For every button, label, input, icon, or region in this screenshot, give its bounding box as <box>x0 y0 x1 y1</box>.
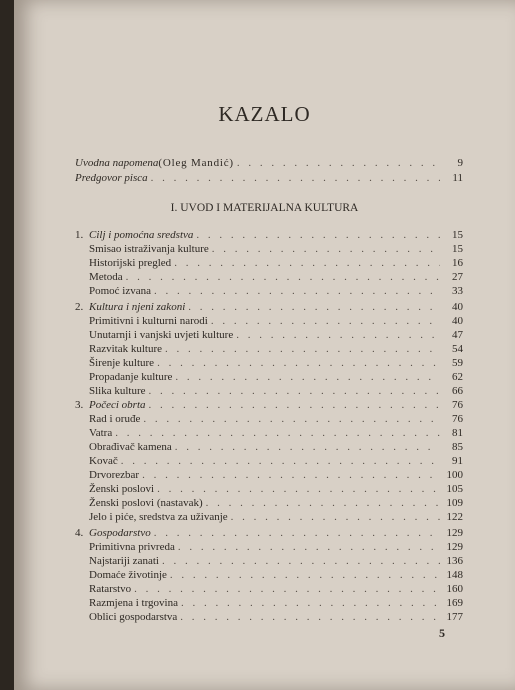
toc-page-number: 9 <box>457 157 463 169</box>
toc-entry-row <box>89 357 463 370</box>
toc-page-number: 16 <box>452 257 463 269</box>
toc-page-number: 47 <box>452 329 463 341</box>
leader-dots <box>211 315 440 328</box>
toc-entry-row <box>89 271 463 284</box>
toc-page-number: 11 <box>452 172 463 184</box>
page-number: 5 <box>439 626 445 640</box>
leader-dots <box>170 569 440 582</box>
toc-page-number: 59 <box>452 357 463 369</box>
leader-dots <box>178 541 440 554</box>
toc-intro-row <box>75 157 463 170</box>
leader-dots <box>212 243 440 256</box>
toc-entry-row <box>89 315 463 328</box>
toc-entry-label: Slika kulture <box>89 385 146 397</box>
toc-entry-label: Drvorezbar <box>89 469 140 481</box>
toc-entry-row <box>89 469 463 482</box>
toc-page-number: 105 <box>446 483 463 495</box>
leader-dots <box>134 583 440 596</box>
toc-entry-label: Pomoć izvana <box>89 285 152 297</box>
toc-entry-row <box>89 413 463 426</box>
toc-entry-row <box>89 483 463 496</box>
toc-page-number: 15 <box>452 243 463 255</box>
toc-entry-row <box>89 611 463 624</box>
toc-entry-label: Rad i oruđe <box>89 413 141 425</box>
toc-entry-row <box>89 243 463 256</box>
toc-entry-row <box>89 511 463 524</box>
leader-dots <box>115 427 440 440</box>
toc-page-number: 136 <box>446 555 463 567</box>
toc-entry-label: Oblici gospodarstva <box>89 611 178 623</box>
leader-dots <box>196 229 440 242</box>
toc-entry-row <box>89 555 463 568</box>
page-title: KAZALO <box>218 102 311 126</box>
toc-entry-label: Najstariji zanati <box>89 555 159 567</box>
toc-entry-label: Razmjena i trgovina <box>89 597 178 609</box>
toc-entry-label: Unutarnji i vanjski uvjeti kulture <box>89 329 234 341</box>
toc-entry-row <box>89 441 463 454</box>
part-heading: I. UVOD I MATERIJALNA KULTURA <box>170 202 359 214</box>
toc-entry-row <box>89 583 463 596</box>
toc-page-number: 76 <box>452 399 463 411</box>
toc-entry-label: Vatra <box>89 427 113 439</box>
leader-dots <box>174 257 440 270</box>
toc-entry-row <box>89 257 463 270</box>
toc-page-number: 85 <box>452 441 463 453</box>
leader-dots <box>149 399 440 412</box>
toc-page-number: 129 <box>446 527 463 539</box>
toc-page-number: 66 <box>452 385 463 397</box>
leader-dots <box>154 285 440 298</box>
toc-entry-label: Metoda <box>89 271 123 283</box>
toc-page-number: 160 <box>446 583 463 595</box>
leader-dots <box>165 343 440 356</box>
toc-entry-label: Primitivni i kulturni narodi <box>89 315 208 327</box>
leader-dots <box>175 371 440 384</box>
leader-dots <box>175 441 440 454</box>
leader-dots <box>154 527 440 540</box>
book-page <box>14 0 515 690</box>
toc-entry-label: Razvitak kulture <box>89 343 163 355</box>
toc-page-number: 100 <box>446 469 463 481</box>
toc-entry-row <box>89 343 463 356</box>
toc-intro-row <box>75 172 463 185</box>
toc-page-number: 40 <box>452 315 463 327</box>
toc-section-row <box>75 527 463 540</box>
toc-page-number: 91 <box>452 455 463 467</box>
toc-intro-author: (Oleg Mandić) <box>158 157 234 169</box>
leader-dots <box>206 497 440 510</box>
leader-dots <box>236 329 440 342</box>
section-number: 4. <box>75 527 84 539</box>
toc-entry-label: Obrađivač kamena <box>89 441 172 453</box>
leader-dots <box>157 357 440 370</box>
section-title: Počeci obrta <box>89 399 146 411</box>
toc-page-number: 109 <box>446 497 463 509</box>
leader-dots <box>149 385 440 398</box>
section-number: 1. <box>75 229 84 241</box>
toc-entry-label: Širenje kulture <box>89 357 155 369</box>
toc-entry-row <box>89 385 463 398</box>
toc-entry-row <box>89 371 463 384</box>
toc-entry-label: Ženski poslovi <box>89 483 155 495</box>
toc-entry-row <box>89 285 463 298</box>
toc-intro-label: Uvodna napomena <box>75 157 159 169</box>
toc-entry-row <box>89 541 463 554</box>
section-title: Gospodarstvo <box>89 527 151 539</box>
toc-entry-row <box>89 497 463 510</box>
toc-entry-label: Propadanje kulture <box>89 371 173 383</box>
leader-dots <box>181 597 440 610</box>
toc-page-number: 15 <box>452 229 463 241</box>
section-number: 3. <box>75 399 84 411</box>
toc-entry-label: Domaće životinje <box>89 569 167 581</box>
leader-dots <box>126 271 440 284</box>
toc-intro-label: Predgovor pisca <box>75 172 148 184</box>
toc-page-number: 122 <box>446 511 463 523</box>
section-number: 2. <box>75 301 84 313</box>
toc-page-number: 27 <box>452 271 463 283</box>
toc-page-number: 81 <box>452 427 463 439</box>
toc-entry-label: Historijski pregled <box>89 257 172 269</box>
toc-entry-label: Ženski poslovi (nastavak) <box>89 497 203 509</box>
toc-entry-label: Smisao istraživanja kulture <box>89 243 209 255</box>
toc-page-number: 169 <box>446 597 463 609</box>
leader-dots <box>237 157 440 170</box>
toc-entry-row <box>89 569 463 582</box>
leader-dots <box>121 455 440 468</box>
toc-section-row <box>75 229 463 242</box>
toc-entry-row <box>89 329 463 342</box>
toc-entry-row <box>89 597 463 610</box>
leader-dots <box>142 469 440 482</box>
toc-entry-label: Kovač <box>89 455 118 467</box>
leader-dots <box>180 611 440 624</box>
leader-dots <box>162 555 440 568</box>
toc-page-number: 148 <box>446 569 463 581</box>
toc-entry-label: Primitivna privreda <box>89 541 175 553</box>
toc-page-number: 76 <box>452 413 463 425</box>
toc-section-row <box>75 301 463 314</box>
section-title: Cilj i pomoćna sredstva <box>89 229 194 241</box>
toc-entry-row <box>89 455 463 468</box>
toc-page-number: 54 <box>452 343 463 355</box>
toc-entry-label: Jelo i piće, sredstva za uživanje <box>89 511 228 523</box>
toc-page-number: 177 <box>446 611 463 623</box>
toc-entry-row <box>89 427 463 440</box>
leader-dots <box>151 172 440 185</box>
section-title: Kultura i njeni zakoni <box>89 301 186 313</box>
toc-page-number: 40 <box>452 301 463 313</box>
leader-dots <box>188 301 440 314</box>
leader-dots <box>157 483 440 496</box>
toc-section-row <box>75 399 463 412</box>
toc-entry-label: Ratarstvo <box>89 583 132 595</box>
toc-page-number: 62 <box>452 371 463 383</box>
toc-page-number: 33 <box>452 285 463 297</box>
leader-dots <box>143 413 440 426</box>
toc-page-number: 129 <box>446 541 463 553</box>
leader-dots <box>231 511 440 524</box>
